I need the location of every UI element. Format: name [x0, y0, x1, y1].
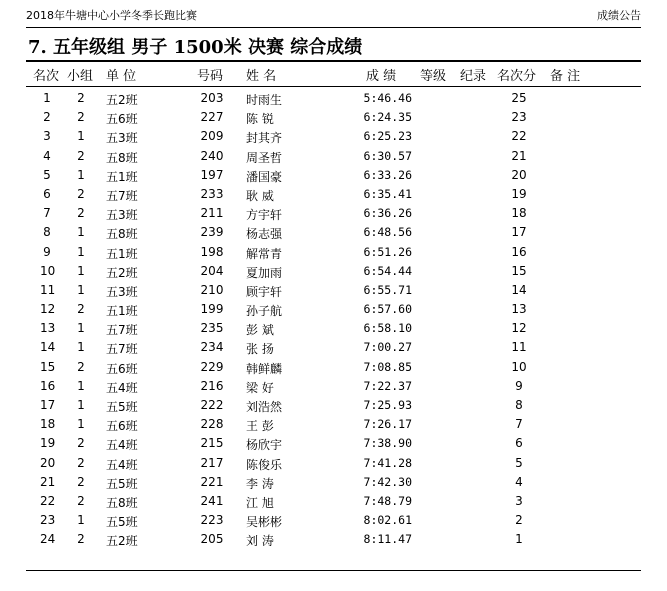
- cell-points: 11: [511, 340, 527, 355]
- cell-number: 221: [200, 474, 224, 489]
- cell-group: 2: [77, 302, 85, 317]
- cell-name: 张 扬: [246, 342, 274, 357]
- cell-group: 1: [77, 417, 85, 432]
- cell-unit: 五1班: [106, 304, 138, 319]
- cell-name: 梁 好: [246, 380, 274, 395]
- cell-number: 210: [200, 282, 224, 297]
- cell-number: 203: [200, 91, 224, 105]
- cell-time: 7:22.37: [363, 378, 412, 393]
- table-row: [0, 166, 667, 185]
- announcement-label: 成绩公告: [597, 9, 641, 22]
- cell-name: 韩鲜麟: [246, 361, 283, 376]
- cell-number: 239: [200, 225, 224, 240]
- results-table: [0, 89, 667, 550]
- cell-time: 6:54.44: [363, 263, 412, 278]
- cell-group: 1: [77, 167, 85, 182]
- cell-group: 2: [77, 455, 85, 470]
- cell-number: 233: [200, 186, 224, 201]
- table-row: [0, 454, 667, 473]
- table-row: [0, 511, 667, 530]
- cell-time: 7:41.28: [363, 455, 412, 470]
- cell-rank: 4: [43, 148, 51, 163]
- table-row: [0, 530, 667, 549]
- cell-time: 6:25.23: [363, 129, 412, 144]
- title-divider: [26, 60, 641, 62]
- cell-name: 耿 威: [246, 188, 274, 203]
- cell-rank: 15: [40, 359, 56, 374]
- table-row: [0, 281, 667, 300]
- cell-number: 215: [200, 436, 224, 451]
- cell-number: 222: [200, 398, 224, 412]
- cell-unit: 五2班: [106, 265, 138, 280]
- cell-group: 2: [77, 359, 85, 374]
- table-row: [0, 358, 667, 377]
- cell-unit: 五3班: [106, 284, 138, 299]
- cell-time: 7:48.79: [363, 493, 412, 508]
- cell-points: 3: [515, 493, 523, 508]
- cell-points: 1: [515, 532, 523, 547]
- cell-group: 1: [77, 513, 85, 528]
- cell-points: 21: [511, 148, 527, 163]
- cell-unit: 五3班: [106, 208, 138, 223]
- cell-time: 7:25.93: [363, 398, 412, 412]
- cell-name: 时雨生: [246, 93, 283, 107]
- cell-unit: 五5班: [106, 476, 138, 491]
- cell-number: 209: [200, 129, 224, 144]
- cell-group: 1: [77, 340, 85, 355]
- cell-unit: 五4班: [106, 457, 138, 472]
- table-row: [0, 319, 667, 338]
- cell-number: 234: [200, 340, 224, 355]
- col-group: 小组: [67, 69, 94, 84]
- cell-time: 7:00.27: [363, 340, 412, 355]
- cell-rank: 8: [43, 225, 51, 240]
- cell-number: 216: [200, 378, 224, 393]
- cell-unit: 五2班: [106, 534, 138, 549]
- cell-time: 7:26.17: [363, 417, 412, 432]
- cell-unit: 五4班: [106, 438, 138, 453]
- table-row: [0, 262, 667, 281]
- table-row: [0, 147, 667, 166]
- col-note: 备 注: [550, 69, 581, 84]
- cell-group: 2: [77, 532, 85, 547]
- cell-rank: 10: [40, 263, 56, 278]
- cell-number: 205: [200, 532, 224, 547]
- top-divider: [26, 27, 641, 28]
- cell-name: 周圣哲: [246, 150, 283, 165]
- table-row: [0, 243, 667, 262]
- cell-rank: 11: [40, 282, 56, 297]
- cell-time: 6:24.35: [363, 110, 412, 125]
- cell-time: 6:30.57: [363, 148, 412, 163]
- table-row: [0, 300, 667, 319]
- cell-name: 彭 斌: [246, 323, 274, 338]
- table-row: [0, 492, 667, 511]
- cell-number: 235: [200, 321, 224, 336]
- cell-number: 197: [200, 167, 224, 182]
- cell-group: 1: [77, 378, 85, 393]
- cell-unit: 五7班: [106, 323, 138, 338]
- cell-time: 6:35.41: [363, 186, 412, 201]
- cell-points: 22: [511, 129, 527, 144]
- cell-name: 封其齐: [246, 131, 283, 146]
- cell-time: 6:33.26: [363, 167, 412, 182]
- cell-time: 8:11.47: [363, 532, 412, 547]
- bottom-divider: [26, 570, 641, 571]
- cell-points: 6: [515, 436, 523, 451]
- cell-time: 5:46.46: [363, 91, 412, 105]
- cell-time: 8:02.61: [363, 513, 412, 528]
- cell-rank: 12: [40, 302, 56, 317]
- cell-points: 16: [511, 244, 527, 259]
- cell-rank: 3: [43, 129, 51, 144]
- cell-number: 198: [200, 244, 224, 259]
- cell-unit: 五6班: [106, 112, 138, 127]
- cell-points: 20: [511, 167, 527, 182]
- event-title: 7. 五年级组 男子 1500米 决赛 综合成绩: [28, 37, 363, 58]
- cell-name: 王 彭: [246, 419, 274, 434]
- col-number: 号码: [197, 69, 224, 84]
- cell-time: 6:58.10: [363, 321, 412, 336]
- table-row: [0, 377, 667, 396]
- cell-number: 228: [200, 417, 224, 432]
- table-row: [0, 185, 667, 204]
- cell-unit: 五5班: [106, 515, 138, 530]
- cell-name: 杨志强: [246, 227, 283, 242]
- cell-number: 211: [200, 206, 224, 221]
- cell-rank: 20: [40, 455, 56, 470]
- cell-name: 吴彬彬: [246, 515, 283, 530]
- cell-points: 15: [511, 263, 527, 278]
- cell-rank: 5: [43, 167, 51, 182]
- cell-rank: 18: [40, 417, 56, 432]
- cell-group: 1: [77, 282, 85, 297]
- cell-group: 2: [77, 91, 85, 105]
- cell-group: 2: [77, 186, 85, 201]
- cell-rank: 16: [40, 378, 56, 393]
- cell-name: 刘浩然: [246, 400, 283, 414]
- table-row: [0, 127, 667, 146]
- cell-number: 240: [200, 148, 224, 163]
- cell-unit: 五6班: [106, 419, 138, 434]
- cell-number: 204: [200, 263, 224, 278]
- table-row: [0, 473, 667, 492]
- cell-group: 2: [77, 206, 85, 221]
- cell-rank: 6: [43, 186, 51, 201]
- cell-name: 潘国豪: [246, 169, 283, 184]
- cell-points: 25: [511, 91, 527, 105]
- cell-unit: 五6班: [106, 361, 138, 376]
- cell-points: 17: [511, 225, 527, 240]
- cell-unit: 五7班: [106, 188, 138, 203]
- cell-name: 李 涛: [246, 476, 274, 491]
- cell-number: 227: [200, 110, 224, 125]
- cell-unit: 五2班: [106, 93, 138, 107]
- cell-group: 1: [77, 129, 85, 144]
- cell-points: 10: [511, 359, 527, 374]
- cell-group: 1: [77, 263, 85, 278]
- cell-number: 217: [200, 455, 224, 470]
- cell-points: 5: [515, 455, 523, 470]
- cell-points: 13: [511, 302, 527, 317]
- cell-rank: 2: [43, 110, 51, 125]
- cell-unit: 五3班: [106, 131, 138, 146]
- competition-name: 2018年牛塘中心小学冬季长跑比赛: [26, 9, 197, 22]
- cell-group: 1: [77, 225, 85, 240]
- cell-number: 229: [200, 359, 224, 374]
- cell-points: 7: [515, 417, 523, 432]
- cell-unit: 五8班: [106, 495, 138, 510]
- cell-number: 199: [200, 302, 224, 317]
- cell-unit: 五8班: [106, 150, 138, 165]
- cell-unit: 五7班: [106, 342, 138, 357]
- cell-name: 杨欣宇: [246, 438, 283, 453]
- cell-time: 7:42.30: [363, 474, 412, 489]
- cell-time: 6:48.56: [363, 225, 412, 240]
- cell-rank: 9: [43, 244, 51, 259]
- table-row: [0, 108, 667, 127]
- cell-group: 1: [77, 321, 85, 336]
- cell-rank: 13: [40, 321, 56, 336]
- table-row: [0, 89, 667, 108]
- cell-rank: 17: [40, 398, 56, 412]
- cell-group: 2: [77, 148, 85, 163]
- page-header-bar: [26, 7, 641, 25]
- table-row: [0, 338, 667, 357]
- cell-unit: 五1班: [106, 246, 138, 261]
- cell-time: 6:55.71: [363, 282, 412, 297]
- table-row: [0, 415, 667, 434]
- cell-points: 18: [511, 206, 527, 221]
- col-unit: 单 位: [106, 69, 137, 84]
- cell-number: 241: [200, 493, 224, 508]
- cell-name: 夏加雨: [246, 265, 283, 280]
- cell-rank: 22: [40, 493, 56, 508]
- table-row: [0, 204, 667, 223]
- cell-points: 9: [515, 378, 523, 393]
- cell-unit: 五8班: [106, 227, 138, 242]
- cell-name: 解常青: [246, 246, 283, 261]
- cell-points: 12: [511, 321, 527, 336]
- cell-time: 6:36.26: [363, 206, 412, 221]
- table-row: [0, 396, 667, 415]
- cell-points: 19: [511, 186, 527, 201]
- cell-unit: 五4班: [106, 380, 138, 395]
- cell-name: 孙子航: [246, 304, 283, 319]
- cell-name: 江 旭: [246, 495, 274, 510]
- col-record: 纪录: [460, 69, 487, 84]
- cell-number: 223: [200, 513, 224, 528]
- cell-points: 4: [515, 474, 523, 489]
- cell-name: 陈 锐: [246, 112, 274, 127]
- cell-points: 14: [511, 282, 527, 297]
- cell-name: 方宇轩: [246, 208, 283, 223]
- cell-unit: 五1班: [106, 169, 138, 184]
- cell-group: 2: [77, 474, 85, 489]
- col-points: 名次分: [497, 69, 537, 84]
- cell-group: 1: [77, 398, 85, 412]
- header-divider: [26, 86, 641, 87]
- col-rank: 名次: [33, 69, 60, 84]
- cell-name: 陈俊乐: [246, 457, 283, 472]
- col-name: 姓 名: [246, 69, 277, 84]
- cell-rank: 24: [40, 532, 56, 547]
- cell-time: 6:51.26: [363, 244, 412, 259]
- cell-group: 2: [77, 436, 85, 451]
- cell-rank: 14: [40, 340, 56, 355]
- cell-rank: 23: [40, 513, 56, 528]
- cell-group: 2: [77, 493, 85, 508]
- col-grade: 等级: [420, 69, 447, 84]
- cell-rank: 1: [43, 91, 51, 105]
- cell-points: 2: [515, 513, 523, 528]
- table-row: [0, 223, 667, 242]
- cell-time: 7:38.90: [363, 436, 412, 451]
- cell-name: 顾宇轩: [246, 284, 283, 299]
- cell-group: 1: [77, 244, 85, 259]
- cell-rank: 21: [40, 474, 56, 489]
- table-row: [0, 434, 667, 453]
- cell-time: 7:08.85: [363, 359, 412, 374]
- cell-unit: 五5班: [106, 400, 138, 414]
- table-header: [0, 65, 667, 85]
- cell-rank: 19: [40, 436, 56, 451]
- cell-group: 2: [77, 110, 85, 125]
- cell-name: 刘 涛: [246, 534, 274, 549]
- col-time: 成 绩: [366, 69, 397, 84]
- cell-points: 23: [511, 110, 527, 125]
- cell-points: 8: [515, 398, 523, 412]
- cell-rank: 7: [43, 206, 51, 221]
- cell-time: 6:57.60: [363, 302, 412, 317]
